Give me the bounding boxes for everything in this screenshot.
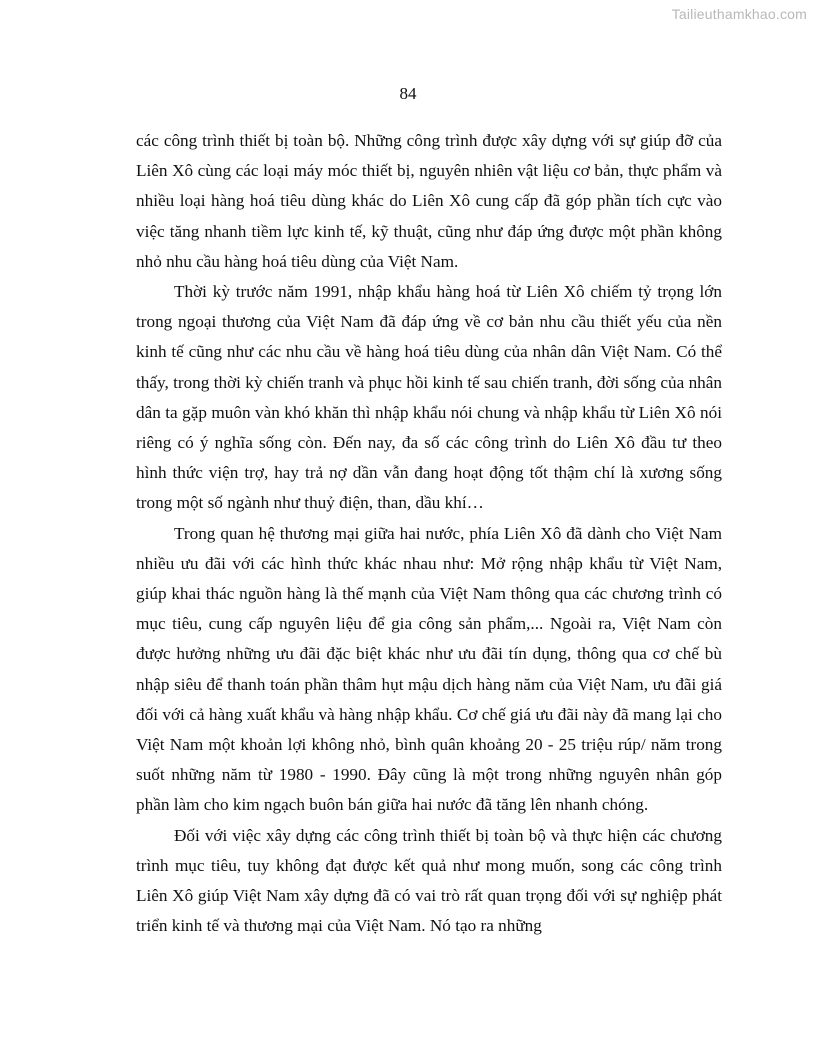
paragraph-3: Trong quan hệ thương mại giữa hai nước, phía Liên Xô đã dành cho Việt Nam nhiều ưu đãi với các hình thức khác nhau như: Mở rộng nhập khẩu từ Việt Nam, giúp khai thác nguồn hàng là thế mạnh của Việt Nam thông qua các chương trình có mục tiêu, cung cấp nguyên liệu để gia công sản phẩm,... Ngoài ra, Việt Nam còn được hưởng những ưu đãi đặc biệt khác như ưu đãi tín dụng, thông qua cơ chế bù nhập siêu để thanh toán phần thâm hụt mậu dịch hàng năm của Việt Nam, ưu đãi giá đối với cả hàng xuất khẩu và hàng nhập khẩu. Cơ chế giá ưu đãi này đã mang lại cho Việt Nam một khoản lợi không nhỏ, bình quân khoảng 20 - 25 triệu rúp/ năm trong suốt những năm từ 1980 - 1990. Đây cũng là một trong những nguyên nhân góp phần làm cho kim ngạch buôn bán giữa hai nước đã tăng lên nhanh chóng. bbox=[136, 523, 722, 815]
paragraph-4: Đối với việc xây dựng các công trình thiết bị toàn bộ và thực hiện các chương trình mục tiêu, tuy không đạt được kết quả như mong muốn, song các công trình Liên Xô giúp Việt Nam xây dựng đã có vai trò rất quan trọng đối với sự nghiệp phát triển kinh tế và thương mại của Việt Nam. Nó tạo ra những bbox=[136, 825, 722, 936]
body-text bbox=[136, 126, 722, 941]
paragraph-1: các công trình thiết bị toàn bộ. Những công trình được xây dựng với sự giúp đỡ của Liên Xô cùng các loại máy móc thiết bị, nguyên nhiên vật liệu cơ bản, thực phẩm và nhiều loại hàng hoá tiêu dùng khác do Liên Xô cung cấp đã góp phần tích cực vào việc tăng nhanh tiềm lực kinh tế, kỹ thuật, cũng như đáp ứng được một phần không nhỏ nhu cầu hàng hoá tiêu dùng của Việt Nam. bbox=[136, 131, 722, 271]
watermark: Tailieuthamkhao.com bbox=[671, 6, 807, 22]
paragraph-2: Thời kỳ trước năm 1991, nhập khẩu hàng hoá từ Liên Xô chiếm tỷ trọng lớn trong ngoại thương của Việt Nam đã đáp ứng về cơ bản nhu cầu thiết yếu của nền kinh tế cũng như các nhu cầu về hàng hoá tiêu dùng của nhân dân Việt Nam. Có thể thấy, trong thời kỳ chiến tranh và phục hồi kinh tế sau chiến tranh, đời sống của nhân dân ta gặp muôn vàn khó khăn thì nhập khẩu nói chung và nhập khẩu từ Liên Xô nói riêng có ý nghĩa sống còn. Đến nay, đa số các công trình do Liên Xô đầu tư theo hình thức viện trợ, hay trả nợ dần vẫn đang hoạt động tốt thậm chí là xương sống trong một số ngành như thuỷ điện, than, dầu khí… bbox=[136, 282, 722, 513]
page-number: 84 bbox=[399, 84, 417, 103]
